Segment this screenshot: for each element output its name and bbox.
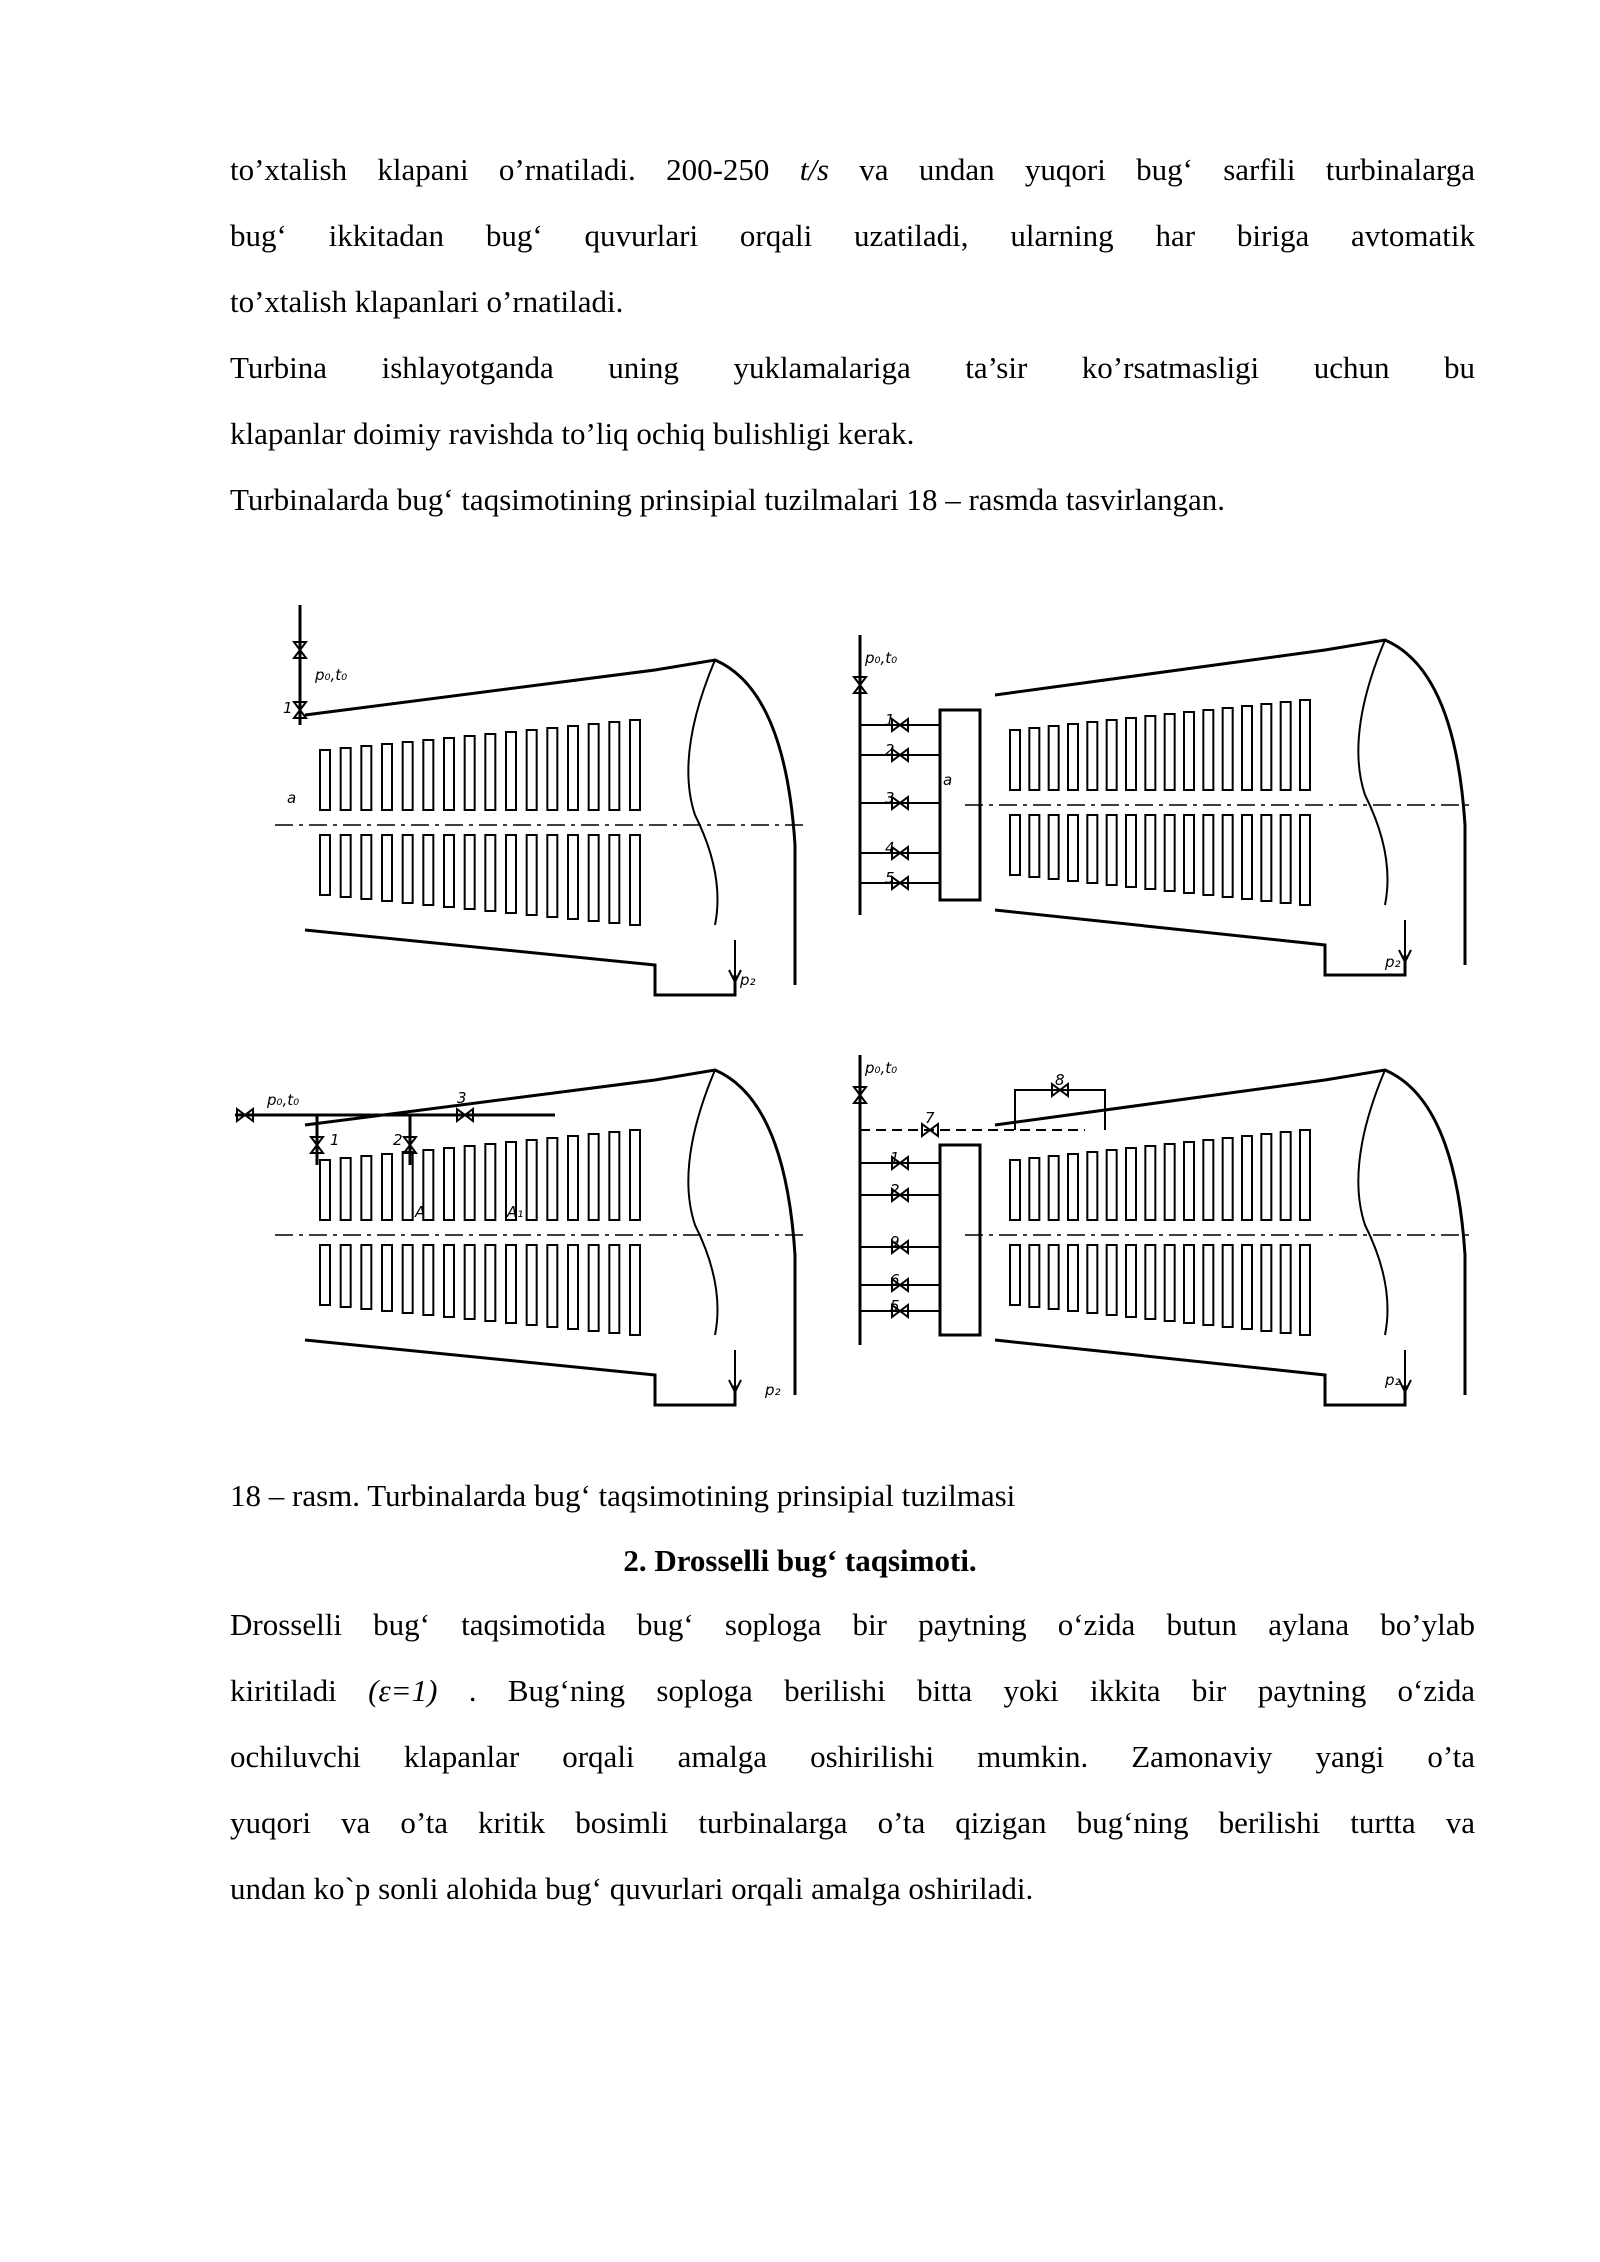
blade-bottom-b-12 (1242, 815, 1252, 899)
blade-bottom-c-7 (465, 1245, 475, 1319)
blade-bottom-d-8 (1165, 1245, 1175, 1321)
blade-top-a-14 (609, 722, 619, 810)
blade-bottom-c-9 (506, 1245, 516, 1323)
blade-top-a-9 (506, 732, 516, 810)
figure-caption: 18 – rasm. Turbinalarda bug‘ taqsimotining prinsipial tuzilmasi (230, 1478, 1016, 1513)
blade-bottom-c-13 (589, 1245, 599, 1331)
label-p2-b: p₂ (1385, 953, 1401, 971)
label-1-b: 1 (885, 711, 895, 729)
label-7-d: 7 (925, 1109, 935, 1127)
casing-bottom-a (305, 930, 735, 995)
blade-bottom-b-6 (1126, 815, 1136, 887)
blade-bottom-a-2 (361, 835, 371, 899)
blade-top-b-10 (1203, 710, 1213, 790)
blade-bottom-a-9 (506, 835, 516, 913)
blade-top-b-5 (1107, 720, 1117, 790)
blade-top-a-12 (568, 726, 578, 810)
casing-bottom-d (995, 1340, 1405, 1405)
blade-bottom-c-4 (403, 1245, 413, 1313)
label-2-d: 2 (890, 1181, 900, 1199)
blade-top-c-0 (320, 1160, 330, 1220)
label-1-d: 1 (890, 1149, 900, 1167)
blade-bottom-d-12 (1242, 1245, 1252, 1329)
blade-bottom-d-6 (1126, 1245, 1136, 1317)
blade-top-b-6 (1126, 718, 1136, 790)
label-4-b: 4 (885, 839, 895, 857)
label-p0t0-c: p₀,t₀ (267, 1091, 300, 1109)
blade-bottom-c-10 (527, 1245, 537, 1325)
blade-top-b-3 (1068, 724, 1078, 790)
blade-top-a-15 (630, 720, 640, 810)
blade-top-b-2 (1049, 726, 1059, 790)
blade-bottom-a-10 (527, 835, 537, 915)
blade-top-d-8 (1165, 1144, 1175, 1220)
intro-line-4: Turbina ishlayotganda uning yuklamalariga ta’sir ko’rsatmasligi uchun bu (230, 350, 1475, 385)
blade-bottom-b-9 (1184, 815, 1194, 893)
blade-bottom-d-5 (1107, 1245, 1117, 1315)
blade-top-a-2 (361, 746, 371, 810)
blade-top-d-9 (1184, 1142, 1194, 1220)
blade-bottom-a-4 (403, 835, 413, 903)
bypass-8-d (1015, 1090, 1105, 1130)
blade-top-d-13 (1261, 1134, 1271, 1220)
unit-ts: t/s (799, 152, 829, 187)
blade-bottom-c-6 (444, 1245, 454, 1317)
intro-line-6: Turbinalarda bug‘ taqsimotining prinsipial tuzilmalari 18 – rasmda tasvirlangan. (230, 482, 1225, 517)
blade-bottom-d-3 (1068, 1245, 1078, 1311)
turbine-schematics-figure (225, 585, 1495, 1475)
blade-top-c-13 (589, 1134, 599, 1220)
blade-bottom-b-0 (1010, 815, 1020, 875)
blade-top-d-7 (1145, 1146, 1155, 1220)
blade-bottom-b-7 (1145, 815, 1155, 889)
casing-bottom-b (995, 910, 1405, 975)
blade-top-a-7 (465, 736, 475, 810)
label-3-b: 3 (885, 789, 895, 807)
blade-top-a-4 (403, 742, 413, 810)
blade-bottom-d-13 (1261, 1245, 1271, 1331)
label-8-d: 8 (1055, 1071, 1065, 1089)
label-5-d: 5 (890, 1297, 900, 1315)
blade-top-a-6 (444, 738, 454, 810)
blade-bottom-c-15 (630, 1245, 640, 1335)
blade-top-a-8 (485, 734, 495, 810)
exhaust-curve-d (1358, 1070, 1387, 1335)
blade-bottom-c-12 (568, 1245, 578, 1329)
blade-top-b-9 (1184, 712, 1194, 790)
blade-bottom-a-7 (465, 835, 475, 909)
label-A1: A₁ (507, 1203, 524, 1221)
body-line-1: Drosselli bug‘ taqsimotida bug‘ soploga bir paytning o‘zida butun aylana bo’ylab (230, 1607, 1475, 1642)
label-5-b: 5 (885, 869, 895, 887)
blade-top-b-4 (1087, 722, 1097, 790)
blade-bottom-a-12 (568, 835, 578, 919)
blade-top-b-8 (1165, 714, 1175, 790)
label-1-a: 1 (283, 699, 293, 717)
blade-bottom-b-4 (1087, 815, 1097, 883)
exhaust-curve-b (1358, 640, 1387, 905)
blade-top-c-8 (485, 1144, 495, 1220)
blade-top-a-11 (547, 728, 557, 810)
label-a-a: a (287, 789, 297, 807)
blade-top-c-10 (527, 1140, 537, 1220)
blade-top-d-2 (1049, 1156, 1059, 1220)
blade-bottom-b-13 (1261, 815, 1271, 901)
blade-bottom-a-3 (382, 835, 392, 901)
label-3-c: 3 (457, 1089, 467, 1107)
blade-bottom-a-15 (630, 835, 640, 925)
blade-bottom-a-5 (423, 835, 433, 905)
nozzle-chamber-d (940, 1145, 980, 1335)
blade-bottom-d-14 (1281, 1245, 1291, 1333)
blade-top-c-3 (382, 1154, 392, 1220)
label-a-b: a (943, 771, 953, 789)
blade-bottom-c-11 (547, 1245, 557, 1327)
blade-bottom-c-0 (320, 1245, 330, 1305)
blade-top-b-11 (1223, 708, 1233, 790)
blade-top-a-5 (423, 740, 433, 810)
blade-top-c-7 (465, 1146, 475, 1220)
blade-top-b-14 (1281, 702, 1291, 790)
blade-top-d-1 (1029, 1158, 1039, 1220)
blade-top-c-12 (568, 1136, 578, 1220)
blade-top-b-13 (1261, 704, 1271, 790)
label-6-d: 6 (890, 1271, 900, 1289)
label-1-c: 1 (330, 1131, 340, 1149)
blade-bottom-b-14 (1281, 815, 1291, 903)
blade-bottom-d-2 (1049, 1245, 1059, 1309)
label-p2-d: p₂ (1385, 1371, 1401, 1389)
blade-top-d-3 (1068, 1154, 1078, 1220)
blade-top-c-11 (547, 1138, 557, 1220)
blade-bottom-c-3 (382, 1245, 392, 1311)
label-p0t0-b: p₀,t₀ (865, 649, 898, 667)
blade-top-a-3 (382, 744, 392, 810)
blade-top-a-1 (341, 748, 351, 810)
blade-bottom-b-15 (1300, 815, 1310, 905)
blade-bottom-c-8 (485, 1245, 495, 1321)
blade-top-a-0 (320, 750, 330, 810)
section-heading: 2. Drosselli bug‘ taqsimoti. (623, 1543, 977, 1578)
blade-bottom-a-14 (609, 835, 619, 923)
blade-top-d-15 (1300, 1130, 1310, 1220)
blade-bottom-a-1 (341, 835, 351, 897)
label-9-d: 9 (890, 1233, 900, 1251)
blade-bottom-d-0 (1010, 1245, 1020, 1305)
body-line-3: ochiluvchi klapanlar orqali amalga oshirilishi mumkin. Zamonaviy yangi o’ta (230, 1739, 1475, 1774)
blade-top-d-0 (1010, 1160, 1020, 1220)
intro-line-5: klapanlar doimiy ravishda to’liq ochiq bulishligi kerak. (230, 416, 915, 451)
blade-top-d-5 (1107, 1150, 1117, 1220)
formula-epsilon: (ε=1) (368, 1673, 438, 1708)
label-2-c: 2 (393, 1131, 403, 1149)
blade-bottom-d-10 (1203, 1245, 1213, 1325)
exhaust-curve-a (688, 660, 717, 925)
body-line-2: kiritiladi (ε=1) . Bug‘ning soploga berilishi bitta yoki ikkita bir paytning o‘zida (230, 1673, 1475, 1708)
label-2-b: 2 (885, 741, 895, 759)
body-line-5: undan ko`p sonli alohida bug‘ quvurlari orqali amalga oshiriladi. (230, 1871, 1034, 1906)
blade-bottom-d-11 (1223, 1245, 1233, 1327)
blade-bottom-b-10 (1203, 815, 1213, 895)
exhaust-curve-c (688, 1070, 717, 1335)
casing-bottom-c (305, 1340, 735, 1405)
blade-bottom-b-1 (1029, 815, 1039, 877)
blade-top-b-0 (1010, 730, 1020, 790)
intro-line-1: to’xtalish klapani o’rnatiladi. 200-250 t/s va undan yuqori bug‘ sarfili turbinalarga (230, 152, 1475, 187)
blade-bottom-d-15 (1300, 1245, 1310, 1335)
blade-top-c-6 (444, 1148, 454, 1220)
body-line-4: yuqori va o’ta kritik bosimli turbinalarga o’ta qizigan bug‘ning berilishi turtta va (230, 1805, 1475, 1840)
blade-bottom-c-5 (423, 1245, 433, 1315)
blade-top-a-13 (589, 724, 599, 810)
blade-bottom-c-1 (341, 1245, 351, 1307)
blade-bottom-d-1 (1029, 1245, 1039, 1307)
blade-top-c-2 (361, 1156, 371, 1220)
blade-bottom-d-9 (1184, 1245, 1194, 1323)
blade-bottom-a-13 (589, 835, 599, 921)
blade-bottom-a-8 (485, 835, 495, 911)
blade-bottom-d-4 (1087, 1245, 1097, 1313)
blade-top-d-12 (1242, 1136, 1252, 1220)
blade-bottom-b-5 (1107, 815, 1117, 885)
blade-bottom-a-6 (444, 835, 454, 907)
blade-top-b-7 (1145, 716, 1155, 790)
blade-bottom-b-8 (1165, 815, 1175, 891)
blade-top-b-15 (1300, 700, 1310, 790)
blade-bottom-b-2 (1049, 815, 1059, 879)
blade-top-b-1 (1029, 728, 1039, 790)
blade-top-a-10 (527, 730, 537, 810)
blade-top-d-11 (1223, 1138, 1233, 1220)
turbine-schematics-svg (225, 585, 1495, 1475)
blade-top-d-6 (1126, 1148, 1136, 1220)
label-p2-c: p₂ (765, 1381, 781, 1399)
intro-line-3: to’xtalish klapanlari o’rnatiladi. (230, 284, 624, 319)
label-p0t0-a: p₀,t₀ (315, 666, 348, 684)
blade-top-d-14 (1281, 1132, 1291, 1220)
blade-top-d-4 (1087, 1152, 1097, 1220)
blade-bottom-c-14 (609, 1245, 619, 1333)
blade-bottom-b-11 (1223, 815, 1233, 897)
blade-top-c-14 (609, 1132, 619, 1220)
label-p0t0-d: p₀,t₀ (865, 1059, 898, 1077)
blade-bottom-c-2 (361, 1245, 371, 1309)
label-A: A (415, 1203, 426, 1221)
label-p2-a: p₂ (740, 971, 756, 989)
blade-top-d-10 (1203, 1140, 1213, 1220)
blade-bottom-a-11 (547, 835, 557, 917)
blade-bottom-d-7 (1145, 1245, 1155, 1319)
blade-bottom-b-3 (1068, 815, 1078, 881)
blade-top-b-12 (1242, 706, 1252, 790)
blade-bottom-a-0 (320, 835, 330, 895)
blade-top-c-1 (341, 1158, 351, 1220)
intro-line-2: bug‘ ikkitadan bug‘ quvurlari orqali uzatiladi, ularning har biriga avtomatik (230, 218, 1475, 253)
blade-top-c-15 (630, 1130, 640, 1220)
